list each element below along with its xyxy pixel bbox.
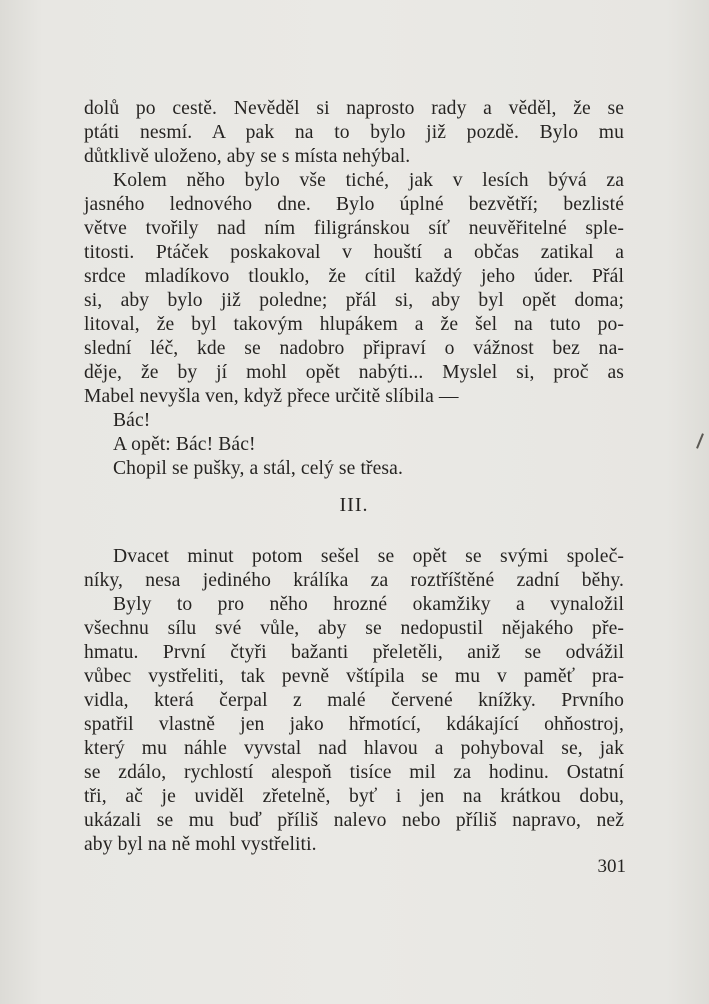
text-line: Dvacet minut potom sešel se opět se svými společ- xyxy=(113,546,624,567)
text-line: litoval, že byl takovým hlupákem a že šel na tuto po- xyxy=(84,314,624,335)
text-line: tři, ač je uviděl zřetelně, byť i jen na krátkou dobu, xyxy=(84,786,624,807)
text-line: Bác! xyxy=(113,410,151,431)
text-line: Chopil se pušky, a stál, celý se třesa. xyxy=(113,458,403,479)
text-line: všechnu sílu své vůle, aby se nedopustil nějakého pře- xyxy=(84,618,624,639)
text-line: slední léč, kde se nadobro připraví o vážnost bez na- xyxy=(84,338,624,359)
text-line: srdce mladíkovo tlouklo, že cítil každý jeho úder. Přál xyxy=(84,266,624,287)
text-line: Kolem něho bylo vše tiché, jak v lesích bývá za xyxy=(113,170,624,191)
margin-mark xyxy=(696,433,704,449)
text-line: větve tvořily nad ním filigránskou síť neuvěřitelné sple- xyxy=(84,218,624,239)
text-line: níky, nesa jediného králíka za roztříštěné zadní běhy. xyxy=(84,570,624,591)
text-line: A opět: Bác! Bác! xyxy=(113,434,256,455)
text-line: děje, že by jí mohl opět nabýti... Myslel si, proč as xyxy=(84,362,624,383)
text-line: Mabel nevyšla ven, když přece určitě slíbila — xyxy=(84,386,459,407)
text-line: Byly to pro něho hrozné okamžiky a vynaložil xyxy=(113,594,624,615)
text-line: ptáti nesmí. A pak na to bylo již pozdě. Bylo mu xyxy=(84,122,624,143)
text-line: který mu náhle vyvstal nad hlavou a pohyboval se, jak xyxy=(84,738,624,759)
text-line: vůbec vystřeliti, tak pevně vštípila se mu v paměť pra- xyxy=(84,666,624,687)
text-line: dolů po cestě. Nevěděl si naprosto rady a věděl, že se xyxy=(84,98,624,119)
text-line: důtklivě uloženo, aby se s místa nehýbal. xyxy=(84,146,411,167)
chapter-heading: III. xyxy=(339,494,369,516)
text-line: jasného lednového dne. Bylo úplné bezvětří; bezlisté xyxy=(84,194,624,215)
text-line: se zdálo, rychlostí alespoň tisíce mil za hodinu. Ostatní xyxy=(84,762,624,783)
text-line: aby byl na ně mohl vystřeliti. xyxy=(84,834,317,855)
text-line: hmatu. První čtyři bažanti přeletěli, aniž se odvážil xyxy=(84,642,624,663)
text-line: spatřil vlastně jen jako hřmotící, kdákající ohňostroj, xyxy=(84,714,624,735)
text-line: ukázali se mu buď příliš nalevo nebo příliš napravo, než xyxy=(84,810,624,831)
text-line: vidla, která čerpal z malé červené knížky. Prvního xyxy=(84,690,624,711)
text-line: titosti. Ptáček poskakoval v houští a občas zatikal a xyxy=(84,242,624,263)
text-line: si, aby bylo již poledne; přál si, aby byl opět doma; xyxy=(84,290,624,311)
page-number: 301 xyxy=(597,856,626,877)
